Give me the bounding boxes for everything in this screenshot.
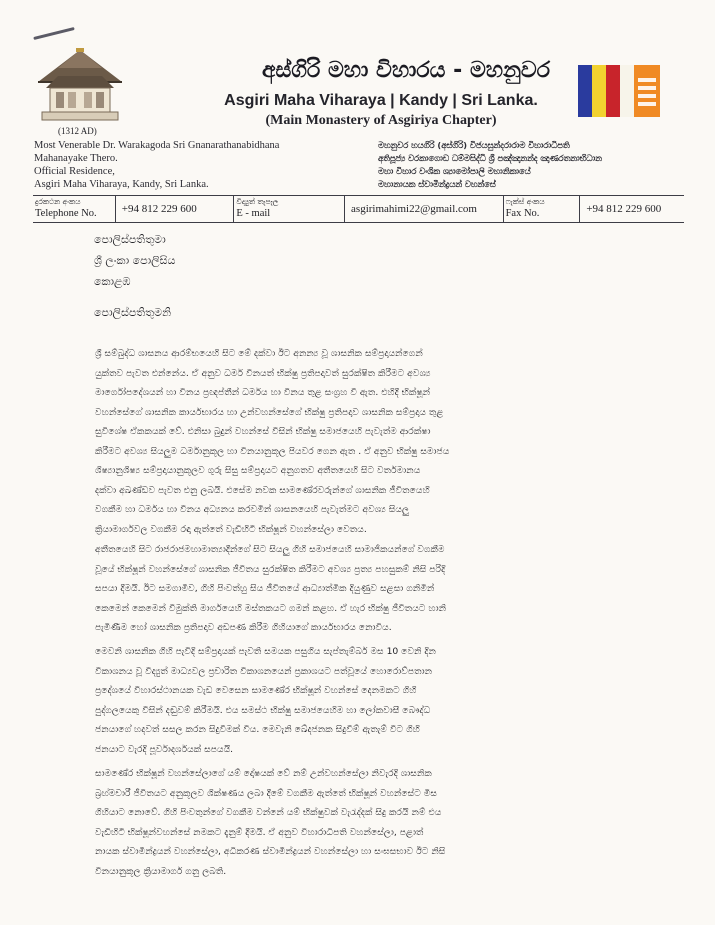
pen-stroke-mark bbox=[33, 27, 74, 40]
buddhist-flag-icon bbox=[578, 65, 660, 117]
email-value[interactable]: asgirimahimi22@gmail.com bbox=[345, 196, 504, 222]
contact-strip bbox=[33, 195, 684, 223]
body-paragraph-2: අතීතයෙහි සිට රාජරාජමහාමාත්‍යාදීන්ගේ සිට සියලු ගිහි සමාජයෙහි සාමාජිකයන්ගේ වගකීම වූයේ භික්ෂූන් වහන්සේගේ ශාසනික ජීවිතය සුරක්ෂිත කිරීමට අවශ්‍ය ප්‍රත්‍ය පහසුකම් නිසි පරිදි සපයා දීමයි. ඊට සමගාමීව, ගිහි පිංවත්හු සිය ජීවිතයේ ආධ්‍යාත්මික දියුණුව සළසා ගනිමින් කෙමෙන් කෙමෙන් විමුක්ති මාර්ගයෙහි මස්තකයට ගමන් කළහ. ඒ හැර භික්ෂු ජීවිතයට හානි පැමිණීම හෝ ශාසනික ප්‍රතිපදාව අඩපණ කිරීම ගිහියාගේ කාර්යභාරය නොවිය. bbox=[95, 544, 447, 633]
body-paragraph-4: සාමණේර භික්ෂූන් වහන්සේලාගේ යම් දෝෂයක් වේ නම් උන්වහන්සේලා නිවැරදි ශාසනික බ්‍රහ්මචාරී ජීවිතයට අනුකූලව ශික්ෂණය ලබා දීමේ වගකීම ඇත්තේ භික්ෂූන් වහන්සේට මිස ගිහියාට නොවේ. ගිහි පිංවතුන්ගේ වගකීම වන්නේ යම් භික්ෂුවක් වැරැද්දක් සිදු කරයි නම් එය වැඩිහිටි භික්ෂූන්වහන්සේ නමකට දැනුම් දීමයි. ඒ අනුව විහාරාධිපති වහන්සේලා, පළාත් නායක ස්වාමීන්ද්‍රයන් වහන්සේලා, අධිකරණ ස්වාමීන්ද්‍රයන් වහන්සේලා හා සංඝසභාව ඊට නිසි විනයානුකූල ක්‍රියාමාර්ග ගනු ලබති. bbox=[95, 768, 446, 877]
address-english: Most Venerable Dr. Warakagoda Sri Gnanarathanabidhana Mahanayake Thero. Official Residence, Asgiri Maha Viharaya, Kandy, Sri Lanka. bbox=[34, 140, 280, 190]
temple-logo-icon bbox=[28, 48, 132, 122]
monastery-title-sinhala: අස්ගිරි මහා විහාරය - මහනුවර bbox=[261, 58, 551, 83]
telephone-label: දුරකථන අංකය Telephone No. bbox=[33, 196, 116, 222]
fax-value: +94 812 229 600 bbox=[586, 203, 662, 215]
fax-label: ෆැක්ස් අංකය Fax No. bbox=[504, 196, 581, 222]
monastery-subtitle: (Main Monastery of Asgiriya Chapter) bbox=[265, 113, 497, 128]
recipient-line-1: පොලිස්පතිතුමා bbox=[94, 233, 166, 246]
recipient-line-2: ශ්‍රී ලංකා පොලිසිය bbox=[94, 254, 176, 267]
address-sinhala: මහනුවර හයගිරි (අස්ගිරි) විජයසුන්දරාරාම විහාරාධිපති අතිපූජ්‍ය වරකාගොඩ ධම්මසිද්ධි ශ්‍රී පඤ්ඤානන්ද ඤාණරතනාභිධාන මහා විහාර වංශික ශ්‍යාමෝපාලි මහානිකායේ මහානායක ස්වාමීන්ද්‍රයන් වහන්සේ bbox=[378, 140, 602, 189]
monastery-title-english: Asgiri Maha Viharaya | Kandy | Sri Lanka. bbox=[224, 92, 538, 109]
body-paragraph-3: මෙවනි ශාසනික ගිහි පැවිදි සම්ප්‍රදායක් පැවති සමයක පසුගිය සැප්තැම්බර් මස 10 වෙනි දින විකාශනය වූ විද්‍යුත් මාධ්‍යවල ප්‍රචාරිත විකාශනයෙන් ප්‍රකාශයට පත්වූයේ හොරොව්පතාන ප්‍රදේශයේ විහාරස්ථානයක වැඩ වෙසෙන සාමණේර භික්ෂූන් වහන්සේ දෙනමකට ගිහි පුද්ගලයෙකු විසින් දඬුවම් කිරීමයි. එය සමස්ථ භික්ෂු සමාජයෙහිම හා ලෝකවාසී බෞද්ධ ජනයාගේ හදවත් සසල කරන සිදුවීමක් විය. මෙවැනි ඛේදජනක සිදුවීම් ඇතැම් විට ගිහි ජනයාට වැරදි පූර්වාදර්ශයක් සපයයි. bbox=[95, 646, 436, 755]
recipient-line-3: කොළඹ bbox=[94, 275, 131, 288]
founding-year: (1312 AD) bbox=[58, 126, 97, 136]
email-label: විද්‍යුත් තැපෑල E - mail bbox=[234, 196, 345, 222]
salutation: පොලිස්පතිතුමනි bbox=[94, 306, 172, 319]
telephone-value: +94 812 229 600 bbox=[116, 196, 235, 222]
body-paragraph-1: ශ්‍රී සම්බුද්ධ ශාසනය ආරම්භයෙහි සිට මේ දක්වා ඊට අනන්‍ය වූ ශාසනික සම්ප්‍රදායන්ගෙන් යුක්තව පැවත එන්නේය. ඒ අනුව ධර්ම විනයත් භික්ෂු ප්‍රතිපදාවත් සුරක්ෂිත කිරීමට අවශ්‍ය මාර්ගෝපදේශයන් හා විනය ප්‍රඥප්තීන් ධර්මය හා විනය තුළ සංග්‍රහ වී ඇත. එහිදී භික්ෂූන් වහන්සේගේ ශාසනික කාර්යභාරය හා උන්වහන්සේගේ භික්ෂු ප්‍රතිපදාව ශාසනික සම්ප්‍රදාය තුළ සුවිශේෂ ඒකකයක් වේ. එනිසා බුදුන් වහන්සේ විසින් භික්ෂු සමාජයෙහි පැවැත්ම ආරක්ෂා කිරීමට අවශ්‍ය සියලුම ධර්මානුකූල හා විනයානුකූල පියවර ගෙන ඇත . ඒ අනුව භික්ෂු සමාජය ශිෂ්‍යානුශිෂ්‍ය සම්ප්‍රදායානුකූලව ගුරු සිසු සම්ප්‍රදායට අනුගතව අතීතයෙහි සිට වර්තමානය දක්වා අඛණ්ඩව පැවත එනු ලබයි. එසේම නවක සාමණේරවරුන්ගේ ශාසනික ජීවිතයෙහි වගකීම හා ධර්මය හා විනය අධ්‍යනය කරවමින් ශාසනයෙහි පැවැත්මට අවශ්‍ය සියලු ක්‍රියාමාර්ගවල වගකීම රඳා ඇත්තේ වැඩිහිටි භික්ෂූන් වහන්සේලා වෙතය. bbox=[95, 348, 450, 535]
